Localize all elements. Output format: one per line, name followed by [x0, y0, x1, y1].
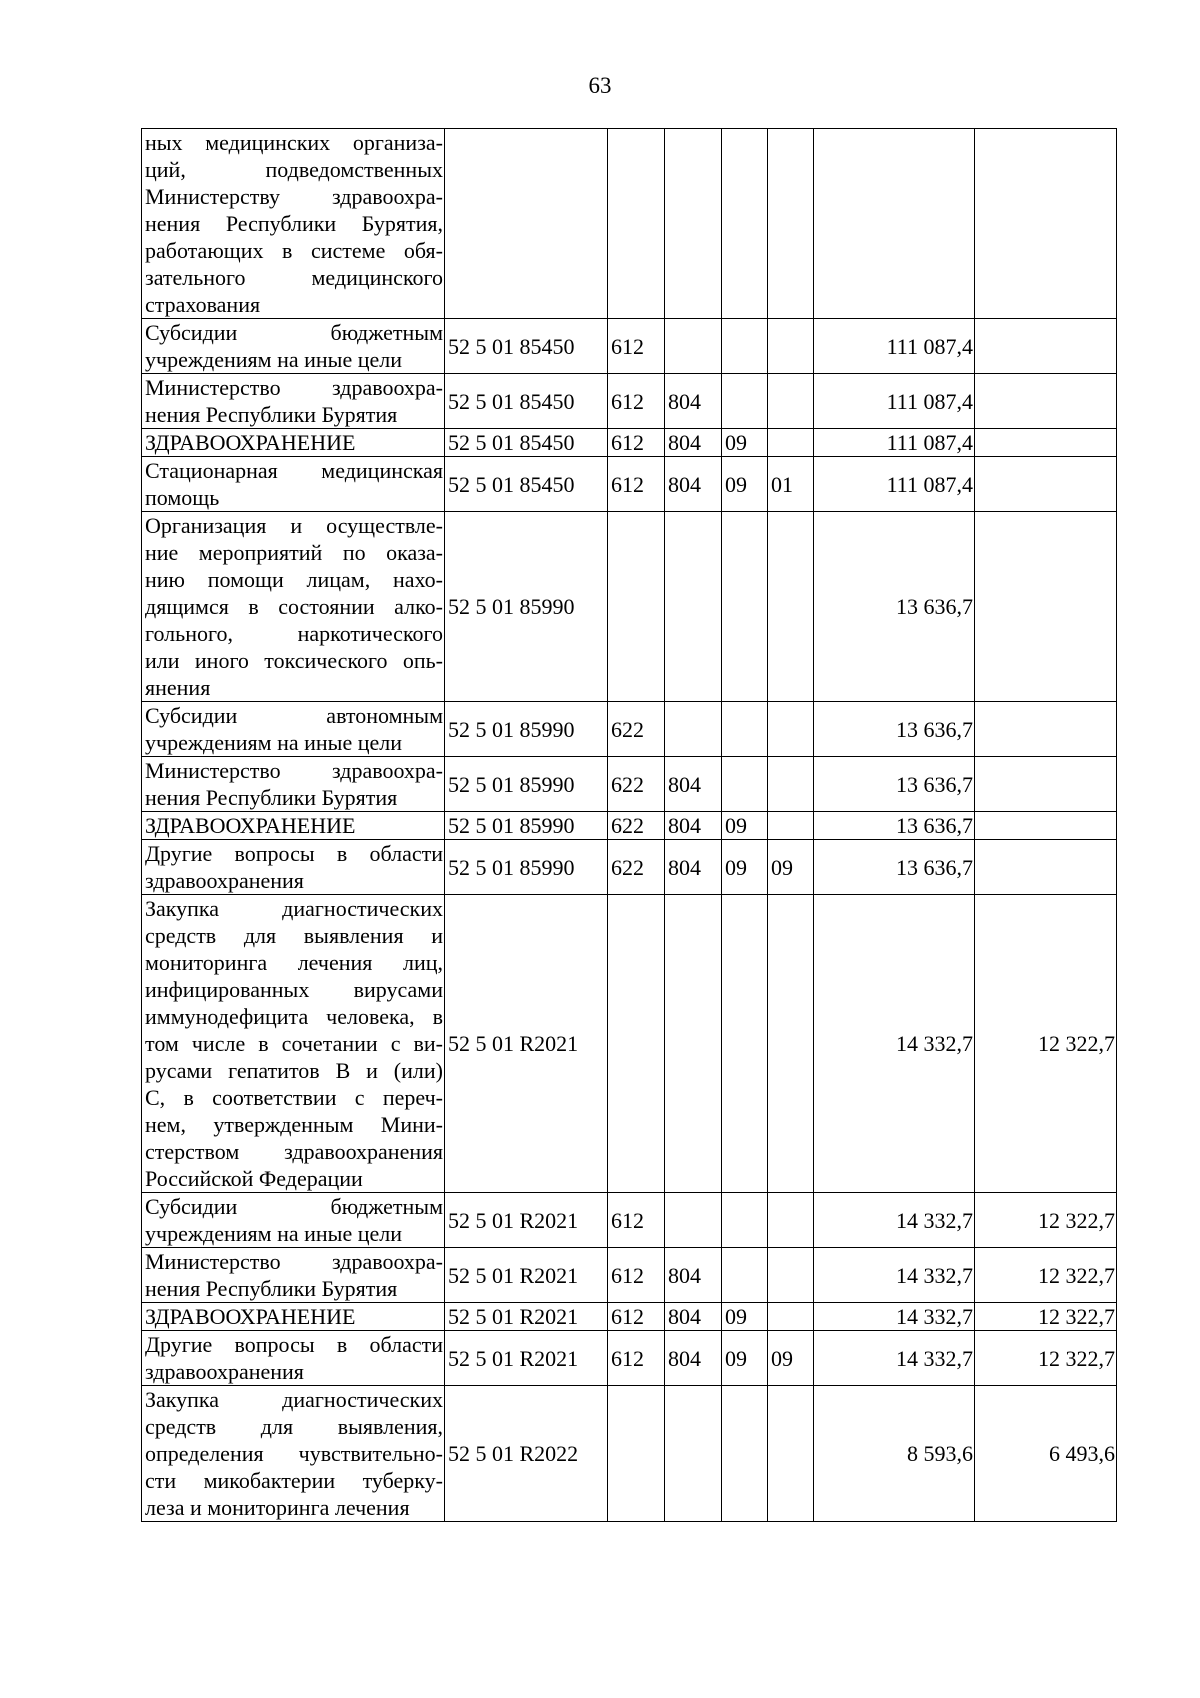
row-name-line: ций, подведомственных: [145, 157, 443, 182]
row-name-line: том числе в сочетании с ви-: [145, 1031, 443, 1056]
row-name-line: помощь: [145, 485, 220, 510]
row-name-line: ЗДРАВООХРАНЕНИЕ: [145, 813, 356, 838]
table-row: [142, 757, 1117, 812]
section-cell: [722, 1248, 768, 1303]
amount-cell: 13 636,7: [814, 757, 975, 812]
subsection-cell: 09: [768, 1331, 814, 1386]
subsection-cell: [768, 319, 814, 374]
row-name-line: здравоохранения: [145, 868, 304, 893]
row-name-line: Закупка диагностических: [145, 896, 443, 921]
subsection-cell: [768, 512, 814, 702]
row-name-cell: [142, 895, 445, 1193]
expense-type-cell: 612: [608, 429, 665, 457]
federal-amount-cell: [975, 512, 1117, 702]
row-name-line: ЗДРАВООХРАНЕНИЕ: [145, 430, 356, 455]
row-name-line: или иного токсического опь-: [145, 648, 443, 673]
federal-amount-cell: 12 322,7: [975, 1331, 1117, 1386]
target-article-cell: 52 5 01 R2021: [445, 1303, 608, 1331]
row-name-line: Другие вопросы в области: [145, 1332, 443, 1357]
table-row: [142, 1248, 1117, 1303]
target-article-cell: 52 5 01 R2021: [445, 895, 608, 1193]
federal-amount-cell: 12 322,7: [975, 1248, 1117, 1303]
row-name-cell: [142, 840, 445, 895]
section-cell: 09: [722, 1331, 768, 1386]
row-name-cell: [142, 757, 445, 812]
row-name-line: учреждениям на иные цели: [145, 1221, 402, 1246]
target-article-cell: 52 5 01 85450: [445, 429, 608, 457]
section-cell: [722, 1386, 768, 1522]
table-row: [142, 512, 1117, 702]
row-name-line: ние мероприятий по оказа-: [145, 540, 443, 565]
ministry-code-cell: [665, 895, 722, 1193]
row-name-cell: [142, 319, 445, 374]
ministry-code-cell: 804: [665, 457, 722, 512]
federal-amount-cell: [975, 319, 1117, 374]
federal-amount-cell: [975, 840, 1117, 895]
federal-amount-cell: [975, 129, 1117, 319]
expense-type-cell: [608, 512, 665, 702]
section-cell: 09: [722, 457, 768, 512]
target-article-cell: [445, 129, 608, 319]
federal-amount-cell: 12 322,7: [975, 1303, 1117, 1331]
amount-cell: 13 636,7: [814, 840, 975, 895]
target-article-cell: 52 5 01 R2022: [445, 1386, 608, 1522]
row-name-line: ЗДРАВООХРАНЕНИЕ: [145, 1304, 356, 1329]
row-name-cell: [142, 702, 445, 757]
target-article-cell: 52 5 01 85450: [445, 319, 608, 374]
row-name-cell: [142, 129, 445, 319]
row-name-line: мониторинга лечения лиц,: [145, 950, 443, 975]
expense-type-cell: 622: [608, 840, 665, 895]
row-name-line: Министерству здравоохра-: [145, 184, 443, 209]
row-name-cell: [142, 1386, 445, 1522]
ministry-code-cell: 804: [665, 812, 722, 840]
row-name-line: Субсидии бюджетным: [145, 1194, 443, 1219]
section-cell: [722, 702, 768, 757]
subsection-cell: [768, 1303, 814, 1331]
row-name-cell: [142, 512, 445, 702]
row-name-line: определения чувствительно-: [145, 1441, 443, 1466]
section-cell: [722, 374, 768, 429]
target-article-cell: 52 5 01 R2021: [445, 1193, 608, 1248]
table-row: [142, 702, 1117, 757]
amount-cell: 14 332,7: [814, 1193, 975, 1248]
section-cell: 09: [722, 812, 768, 840]
budget-table: [141, 128, 1117, 1522]
row-name-line: учреждениям на иные цели: [145, 347, 402, 372]
table-row: [142, 1386, 1117, 1522]
page-number: 63: [588, 73, 612, 98]
expense-type-cell: 612: [608, 1193, 665, 1248]
expense-type-cell: 622: [608, 757, 665, 812]
expense-type-cell: [608, 129, 665, 319]
table-row: [142, 895, 1117, 1193]
amount-cell: 13 636,7: [814, 812, 975, 840]
ministry-code-cell: [665, 129, 722, 319]
ministry-code-cell: [665, 1386, 722, 1522]
subsection-cell: [768, 129, 814, 319]
row-name-line: нения Республики Бурятия: [145, 785, 398, 810]
amount-cell: 111 087,4: [814, 374, 975, 429]
expense-type-cell: [608, 1386, 665, 1522]
federal-amount-cell: [975, 812, 1117, 840]
subsection-cell: [768, 1248, 814, 1303]
target-article-cell: 52 5 01 85990: [445, 840, 608, 895]
row-name-line: страхования: [145, 292, 261, 317]
subsection-cell: [768, 429, 814, 457]
federal-amount-cell: [975, 429, 1117, 457]
federal-amount-cell: [975, 374, 1117, 429]
table-row: [142, 429, 1117, 457]
row-name-line: средств для выявления и: [145, 923, 443, 948]
target-article-cell: 52 5 01 85450: [445, 374, 608, 429]
target-article-cell: 52 5 01 R2021: [445, 1248, 608, 1303]
expense-type-cell: 612: [608, 1303, 665, 1331]
section-cell: [722, 1193, 768, 1248]
expense-type-cell: 612: [608, 374, 665, 429]
row-name-line: гольного, наркотического: [145, 621, 443, 646]
row-name-line: дящимся в состоянии алко-: [145, 594, 443, 619]
row-name-line: янения: [145, 675, 211, 700]
row-name-line: учреждениям на иные цели: [145, 730, 402, 755]
subsection-cell: [768, 702, 814, 757]
table-row: [142, 457, 1117, 512]
amount-cell: 111 087,4: [814, 319, 975, 374]
amount-cell: 14 332,7: [814, 895, 975, 1193]
federal-amount-cell: [975, 757, 1117, 812]
expense-type-cell: 622: [608, 812, 665, 840]
target-article-cell: 52 5 01 85990: [445, 702, 608, 757]
ministry-code-cell: [665, 1193, 722, 1248]
target-article-cell: 52 5 01 85990: [445, 757, 608, 812]
table-row: [142, 1331, 1117, 1386]
ministry-code-cell: 804: [665, 1303, 722, 1331]
table-row: [142, 374, 1117, 429]
ministry-code-cell: 804: [665, 1331, 722, 1386]
table-row: [142, 812, 1117, 840]
row-name-line: нем, утвержденным Мини-: [145, 1112, 443, 1137]
table-row: [142, 1193, 1117, 1248]
row-name-cell: [142, 1248, 445, 1303]
expense-type-cell: 612: [608, 457, 665, 512]
section-cell: [722, 129, 768, 319]
row-name-line: Организация и осуществле-: [145, 513, 443, 538]
row-name-line: средств для выявления,: [145, 1414, 443, 1439]
row-name-line: стерством здравоохранения: [145, 1139, 443, 1164]
table-row: [142, 1303, 1117, 1331]
row-name-cell: [142, 1303, 445, 1331]
subsection-cell: [768, 374, 814, 429]
ministry-code-cell: [665, 512, 722, 702]
subsection-cell: [768, 1386, 814, 1522]
amount-cell: [814, 129, 975, 319]
section-cell: 09: [722, 840, 768, 895]
ministry-code-cell: 804: [665, 374, 722, 429]
row-name-line: нения Республики Бурятия: [145, 1276, 398, 1301]
expense-type-cell: 612: [608, 1331, 665, 1386]
subsection-cell: [768, 812, 814, 840]
row-name-line: Субсидии бюджетным: [145, 320, 443, 345]
target-article-cell: 52 5 01 85450: [445, 457, 608, 512]
federal-amount-cell: [975, 457, 1117, 512]
target-article-cell: 52 5 01 85990: [445, 512, 608, 702]
row-name-cell: [142, 374, 445, 429]
ministry-code-cell: 804: [665, 757, 722, 812]
amount-cell: 111 087,4: [814, 457, 975, 512]
amount-cell: 8 593,6: [814, 1386, 975, 1522]
row-name-line: ных медицинских организа-: [145, 130, 443, 155]
amount-cell: 111 087,4: [814, 429, 975, 457]
amount-cell: 13 636,7: [814, 512, 975, 702]
table-body: [142, 129, 1117, 1522]
federal-amount-cell: 12 322,7: [975, 895, 1117, 1193]
target-article-cell: 52 5 01 R2021: [445, 1331, 608, 1386]
row-name-line: Закупка диагностических: [145, 1387, 443, 1412]
row-name-line: иммунодефицита человека, в: [145, 1004, 443, 1029]
section-cell: [722, 757, 768, 812]
table-row: [142, 129, 1117, 319]
row-name-cell: [142, 1331, 445, 1386]
amount-cell: 14 332,7: [814, 1331, 975, 1386]
federal-amount-cell: [975, 702, 1117, 757]
federal-amount-cell: 12 322,7: [975, 1193, 1117, 1248]
table-row: [142, 319, 1117, 374]
row-name-line: нию помощи лицам, нахо-: [145, 567, 443, 592]
row-name-cell: [142, 457, 445, 512]
ministry-code-cell: [665, 319, 722, 374]
row-name-line: нения Республики Бурятия: [145, 402, 398, 427]
section-cell: 09: [722, 1303, 768, 1331]
row-name-line: зательного медицинского: [145, 265, 443, 290]
row-name-line: С, в соответствии с переч-: [145, 1085, 443, 1110]
row-name-line: работающих в системе обя-: [145, 238, 443, 263]
row-name-line: леза и мониторинга лечения: [145, 1495, 410, 1520]
amount-cell: 14 332,7: [814, 1248, 975, 1303]
subsection-cell: [768, 895, 814, 1193]
amount-cell: 13 636,7: [814, 702, 975, 757]
section-cell: [722, 319, 768, 374]
expense-type-cell: 612: [608, 1248, 665, 1303]
subsection-cell: [768, 1193, 814, 1248]
row-name-line: Субсидии автономным: [145, 703, 443, 728]
expense-type-cell: 622: [608, 702, 665, 757]
row-name-line: Стационарная медицинская: [145, 458, 443, 483]
ministry-code-cell: 804: [665, 1248, 722, 1303]
row-name-cell: [142, 1193, 445, 1248]
subsection-cell: [768, 757, 814, 812]
subsection-cell: 09: [768, 840, 814, 895]
section-cell: [722, 512, 768, 702]
row-name-line: русами гепатитов В и (или): [145, 1058, 443, 1083]
row-name-line: Министерство здравоохра-: [145, 375, 443, 400]
ministry-code-cell: 804: [665, 429, 722, 457]
federal-amount-cell: 6 493,6: [975, 1386, 1117, 1522]
row-name-line: сти микобактерии туберку-: [145, 1468, 443, 1493]
row-name-line: нения Республики Бурятия,: [145, 211, 443, 236]
expense-type-cell: 612: [608, 319, 665, 374]
row-name-line: Министерство здравоохра-: [145, 1249, 443, 1274]
section-cell: 09: [722, 429, 768, 457]
target-article-cell: 52 5 01 85990: [445, 812, 608, 840]
expense-type-cell: [608, 895, 665, 1193]
row-name-cell: [142, 812, 445, 840]
row-name-line: здравоохранения: [145, 1359, 304, 1384]
section-cell: [722, 895, 768, 1193]
ministry-code-cell: 804: [665, 840, 722, 895]
row-name-line: Российской Федерации: [145, 1166, 363, 1191]
row-name-line: Другие вопросы в области: [145, 841, 443, 866]
row-name-line: инфицированных вирусами: [145, 977, 443, 1002]
subsection-cell: 01: [768, 457, 814, 512]
row-name-line: Министерство здравоохра-: [145, 758, 443, 783]
row-name-cell: [142, 429, 445, 457]
amount-cell: 14 332,7: [814, 1303, 975, 1331]
ministry-code-cell: [665, 702, 722, 757]
table-row: [142, 840, 1117, 895]
